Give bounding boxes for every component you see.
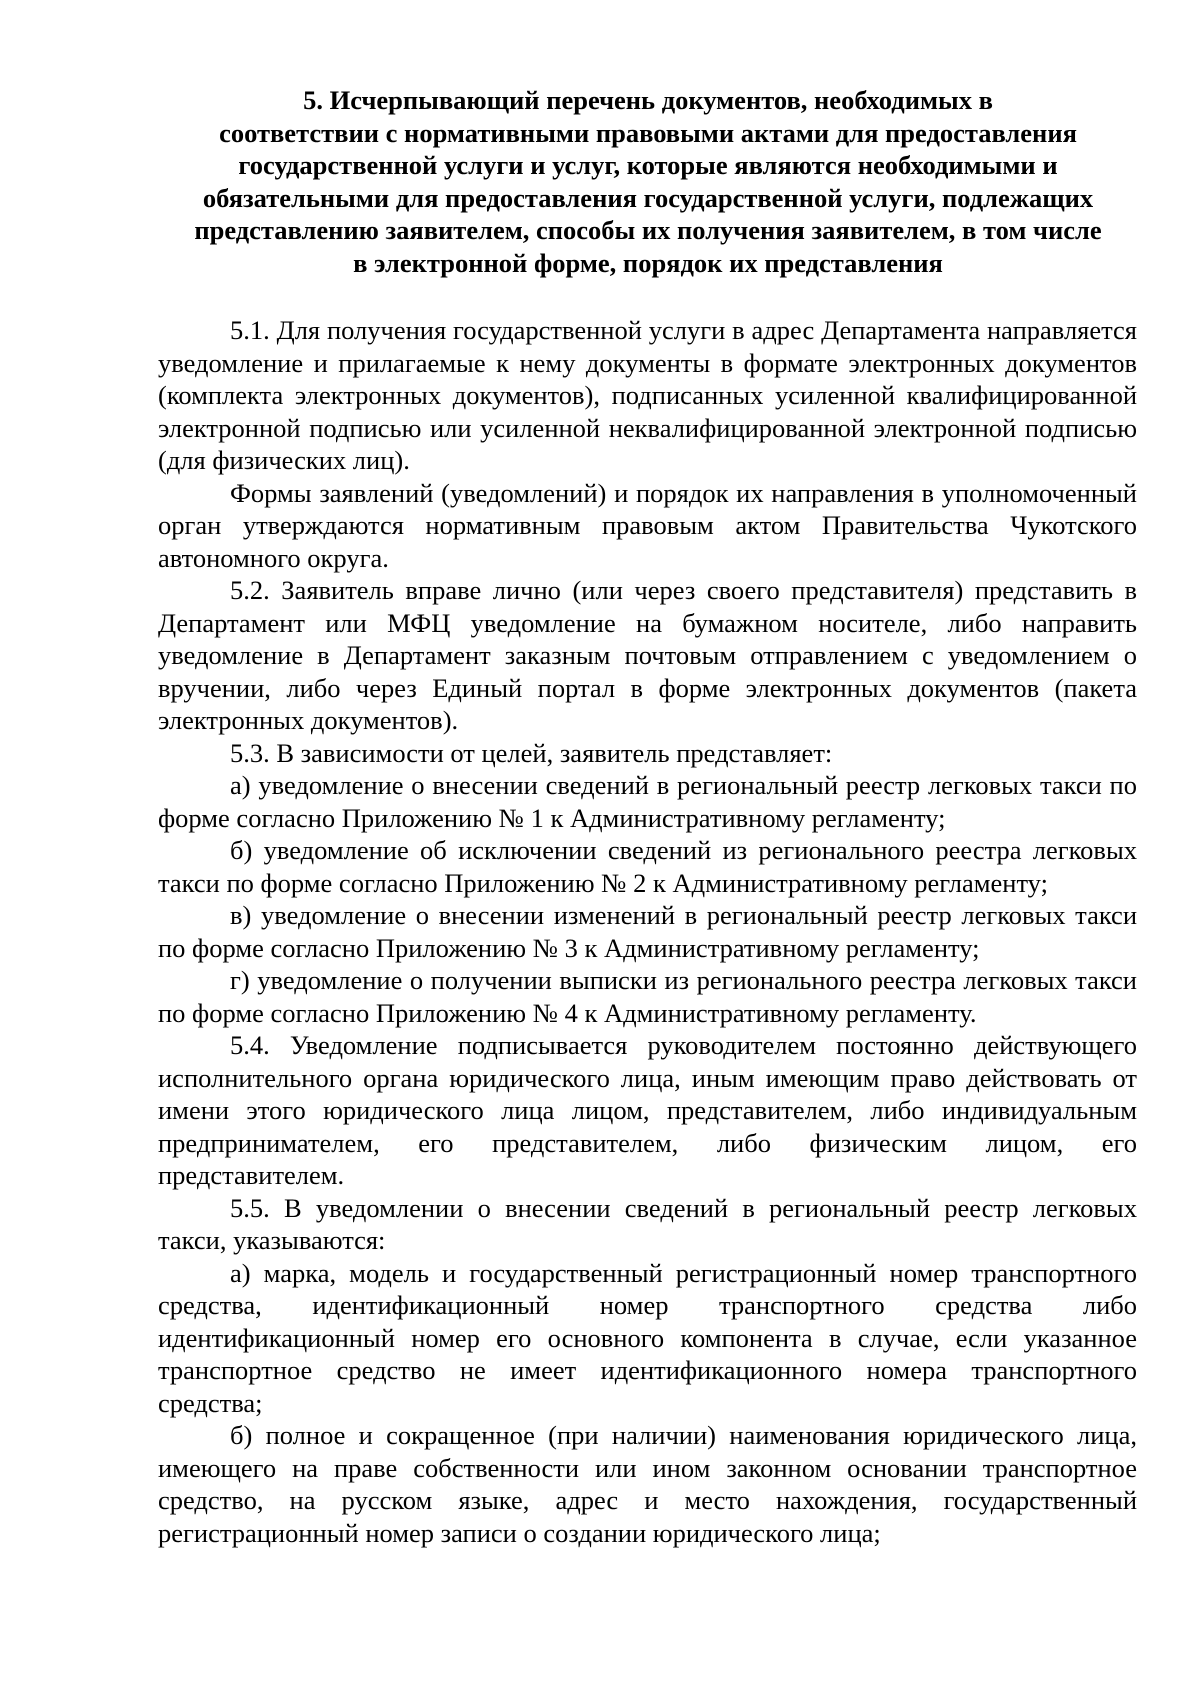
heading-line: обязательными для предоставления государственной услуги, подлежащих [202,182,1094,213]
paragraph-5-5: 5.5. В уведомлении о внесении сведений в региональный реестр легковых такси, указываются: [158,1192,1137,1255]
paragraph-5-1: 5.1. Для получения государственной услуги в адрес Департамента направляется уведомление и прилагаемые к нему документы в формате электронных документов (комплекта электронных документов), подписанных усиленной квалифицированной электронной подписью или усиленной неквалифицированной электронной подписью (для физических лиц). [158,315,1137,475]
paragraph-5-3: 5.3. В зависимости от целей, заявитель представляет: [230,737,833,768]
heading-line: представлению заявителем, способы их получения заявителем, в том числе [194,215,1102,245]
heading-line: в электронной форме, порядок их представления [353,247,943,278]
section-heading [158,84,1138,279]
list-item-5-5-b: б) полное и сокращенное (при наличии) наименования юридического лица, имеющего на праве собственности или ином законном основании транспортное средство, на русском языке, адрес и место нахождения, государственный регистрационный номер записи о создании юридического лица; [158,1420,1137,1548]
paragraph-5-4: 5.4. Уведомление подписывается руководителем постоянно действующего исполнительного органа юридического лица, иным имеющим право действовать от имени этого юридического лица лицом, представителем, либо индивидуальным предпринимателем, его представителем, либо физическим лицом, его представителем. [158,1030,1137,1190]
document-body [158,314,1137,1549]
list-item-5-5-a: а) марка, модель и государственный регистрационный номер транспортного средства, идентификационный номер транспортного средства либо идентификационный номер его основного компонента в случае, если указанное транспортное средство не имеет идентификационного номера транспортного средства; [158,1257,1137,1418]
heading-line: 5. Исчерпывающий перечень документов, необходимых в [303,85,993,115]
list-item-5-3-g: г) уведомление о получении выписки из регионального реестра легковых такси по форме согласно Приложению № 4 к Административному регламенту. [158,965,1137,1028]
heading-line: государственной услуги и услуг, которые являются необходимыми и [238,150,1058,180]
list-item-5-3-a: а) уведомление о внесении сведений в региональный реестр легковых такси по форме согласно Приложению № 1 к Административному регламенту; [158,770,1137,833]
paragraph-forms: Формы заявлений (уведомлений) и порядок их направления в уполномоченный орган утверждаются нормативным правовым актом Правительства Чукотского автономного округа. [158,477,1137,573]
list-item-5-3-b: б) уведомление об исключении сведений из регионального реестра легковых такси по форме согласно Приложению № 2 к Административному регламенту; [158,835,1137,898]
heading-line: соответствии с нормативными правовыми актами для предоставления [219,117,1077,148]
paragraph-5-2: 5.2. Заявитель вправе лично (или через своего представителя) представить в Департамент или МФЦ уведомление на бумажном носителе, либо направить уведомление в Департамент заказным почтовым отправлением с уведомлением о вручении, либо через Единый портал в форме электронных документов (пакета электронных документов). [158,575,1137,735]
list-item-5-3-v: в) уведомление о внесении изменений в региональный реестр легковых такси по форме согласно Приложению № 3 к Административному регламенту; [158,900,1137,963]
